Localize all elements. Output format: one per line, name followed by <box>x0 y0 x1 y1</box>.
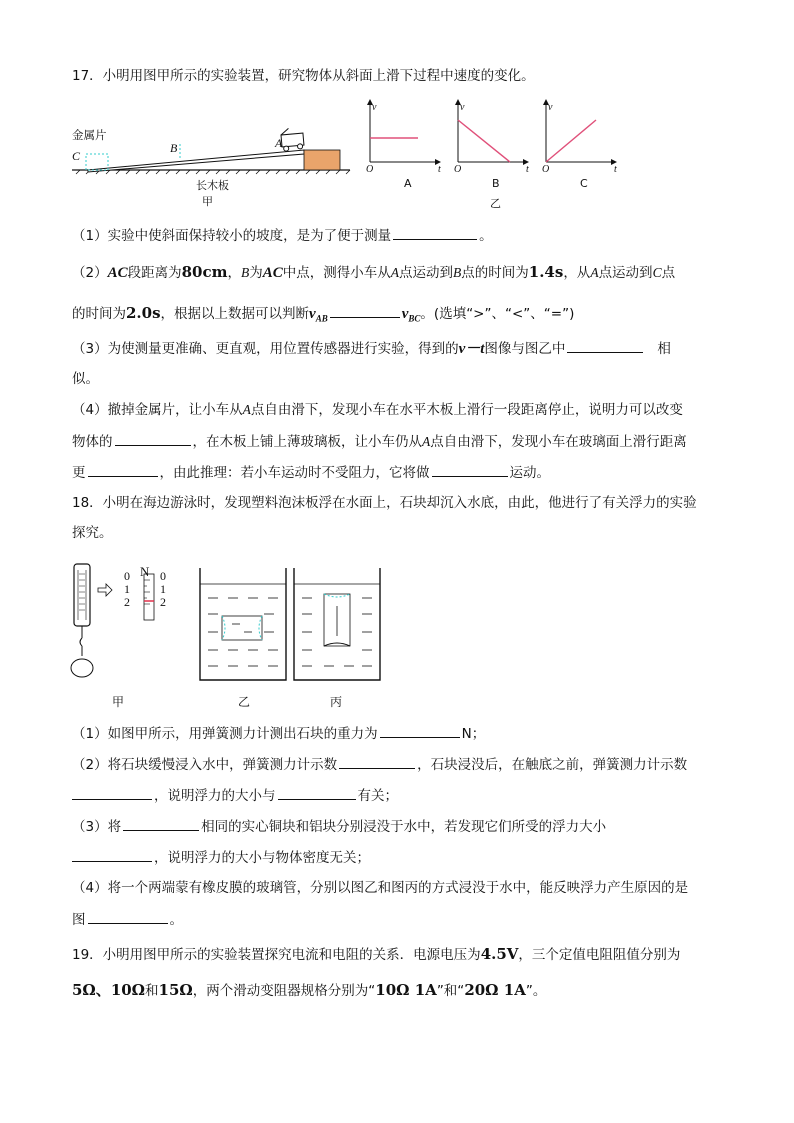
q18-stem-line1: 18．小明在海边游泳时，发现塑料泡沫板浮在水面上，石块却沉入水底，由此，他进行了有关浮力的实验 <box>72 495 697 511</box>
answer-blank[interactable] <box>72 847 152 862</box>
answer-blank[interactable] <box>567 338 643 353</box>
scale-tick-1-left: 1 <box>124 582 130 596</box>
scale-tick-0-left: 0 <box>124 569 130 583</box>
caption-jia-17: 甲 <box>202 195 213 208</box>
q17-part4-line2: 物体的 ，在木板上铺上薄玻璃板，让小车仍从A点自由滑下，发现小车在玻璃面上滑行距离 <box>72 431 687 452</box>
q18-stem-line2: 探究。 <box>72 525 113 541</box>
origin-b: O <box>454 164 462 175</box>
q17-part2-line2: 的时间为2.0s，根据以上数据可以判断$v_{AB}$ $v_{BC}$。(选填“>”、“<”、“=”) <box>72 304 575 324</box>
label-long-board: 长木板 <box>196 179 229 192</box>
scale-tick-2-right: 2 <box>160 595 166 609</box>
incline-apparatus-figure <box>68 122 358 212</box>
axis-t-c: t <box>614 164 617 175</box>
answer-blank[interactable] <box>432 462 508 477</box>
graph-label-b: B <box>492 177 500 190</box>
q19-line1: 19．小明用图甲所示的实验装置探究电流和电阻的关系．电源电压为4.5V，三个定值电阻阻值分别为 <box>72 945 681 963</box>
label-point-c: C <box>72 149 81 163</box>
caption-yi-18: 乙 <box>238 695 251 709</box>
caption-yi-17: 乙 <box>490 197 501 210</box>
scale-unit-n: N <box>140 564 150 579</box>
answer-blank[interactable] <box>278 785 356 800</box>
q17-part4-line3: 更 ，由此推理：若小车运动时不受阻力，它将做 运动。 <box>72 462 550 483</box>
q18-part2-line1: （2）将石块缓慢浸入水中，弹簧测力计示数 ，石块浸没后，在触底之前，弹簧测力计示数 <box>72 754 687 775</box>
scale-tick-1-right: 1 <box>160 582 166 596</box>
answer-blank[interactable] <box>88 462 158 477</box>
q18-part3-line1: （3）将 相同的实心铜块和铝块分别浸没于水中，若发现它们所受的浮力大小 <box>72 816 606 837</box>
answer-blank[interactable] <box>123 816 199 831</box>
label-point-b: B <box>170 141 178 155</box>
q17-part4-line1: （4）撤掉金属片，让小车从A点自由滑下，发现小车在水平木板上滑行一段距离停止，说明力可以改变 <box>72 402 683 418</box>
q19-line2: 5Ω、10Ω和15Ω，两个滑动变阻器规格分别为“10Ω 1A”和“20Ω 1A”。 <box>72 981 547 999</box>
axis-v-c: v <box>548 102 553 113</box>
q18-part3-line2: ，说明浮力的大小与物体密度无关； <box>72 847 370 868</box>
answer-blank[interactable] <box>115 431 191 446</box>
scale-tick-0-right: 0 <box>160 569 166 583</box>
answer-blank[interactable] <box>393 225 477 240</box>
axis-v-a: v <box>372 102 377 113</box>
answer-blank[interactable] <box>380 723 460 738</box>
scale-tick-2-left: 2 <box>124 595 130 609</box>
graph-label-a: A <box>404 177 412 190</box>
q17-part1: （1）实验中使斜面保持较小的坡度，是为了便于测量 。 <box>72 225 493 246</box>
q17-stem: 17．小明用图甲所示的实验装置，研究物体从斜面上滑下过程中速度的变化。 <box>72 68 535 84</box>
origin-c: O <box>542 164 550 175</box>
axis-v-b: v <box>460 102 465 113</box>
answer-blank[interactable] <box>339 754 415 769</box>
answer-blank[interactable] <box>72 785 152 800</box>
q18-part4-line1: （4）将一个两端蒙有橡皮膜的玻璃管，分别以图乙和图丙的方式浸没于水中，能反映浮力产生原因的是 <box>72 880 689 896</box>
buoyancy-apparatus-figure <box>68 556 398 686</box>
label-metal-plate: 金属片 <box>72 130 107 142</box>
axis-t-a: t <box>438 164 441 175</box>
q18-part1: （1）如图甲所示，用弹簧测力计测出石块的重力为 N； <box>72 723 485 744</box>
origin-a: O <box>366 164 374 175</box>
label-point-a: A <box>275 136 283 150</box>
caption-jia-18: 甲 <box>112 695 125 709</box>
q18-part2-line2: ，说明浮力的大小与 有关； <box>72 785 398 806</box>
q17-part3-line2: 似。 <box>72 371 99 387</box>
answer-blank[interactable] <box>330 303 400 318</box>
caption-bing-18: 丙 <box>330 695 343 709</box>
q17-part3-line1: （3）为使测量更准确、更直观，用位置传感器进行实验，得到的v－t图像与图乙中 相 <box>72 338 671 359</box>
axis-t-b: t <box>526 164 529 175</box>
q17-part2-line1: （2）AC段距离为80cm，B为AC中点，测得小车从A点运动到B点的时间为1.4s，从A点运动到C点 <box>72 263 676 281</box>
graph-label-c: C <box>580 177 588 190</box>
answer-blank[interactable] <box>88 909 168 924</box>
q18-part4-line2: 图 。 <box>72 909 183 930</box>
